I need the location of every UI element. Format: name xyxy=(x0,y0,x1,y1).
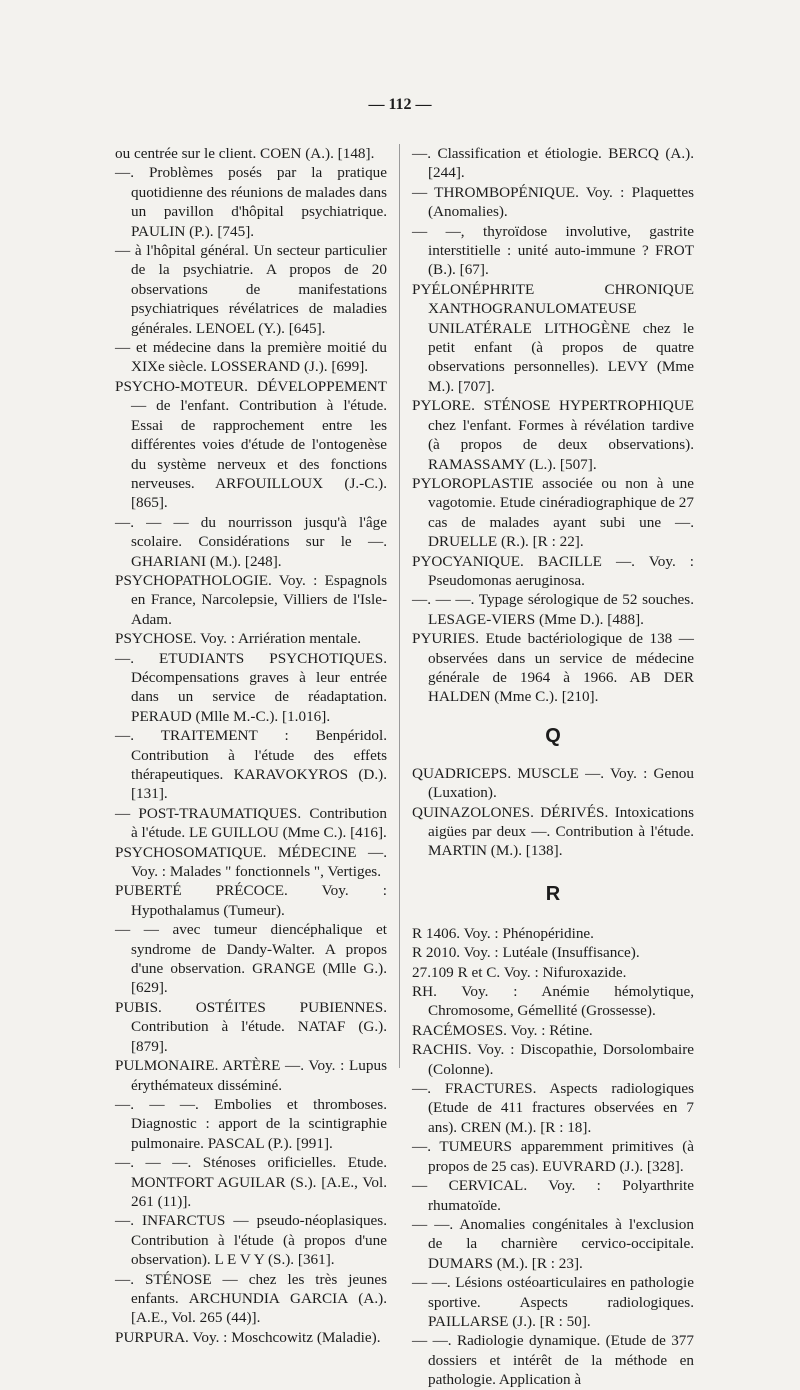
index-entry: PUBERTÉ PRÉCOCE. Voy. : Hypothalamus (Tumeur). xyxy=(115,882,387,919)
index-entry: PYOCYANIQUE. BACILLE —. Voy. : Pseudomonas aeruginosa. xyxy=(412,552,694,589)
index-entry: 27.109 R et C. Voy. : Nifuroxazide. xyxy=(412,963,627,981)
index-entry: —. — —. Sténoses orificielles. Etude. MONTFORT AGUILAR (S.). [A.E., Vol. 261 (11)]. xyxy=(115,1154,387,1210)
index-entry: PYLOROPLASTIE associée ou non à une vagotomie. Etude cinéradiographique de 27 cas de malades ayant subi une —. DRUELLE (R.). [R : 22]. xyxy=(412,474,694,551)
index-entry: —. — — du nourrisson jusqu'à l'âge scolaire. Considérations sur le —. GHARIANI (M.). [248]. xyxy=(115,513,387,570)
index-entry: PSYCHO-MOTEUR. DÉVELOPPEMENT — de l'enfant. Contribution à l'étude. Essai de rapprochement entre les différentes voies d'étude de l'ontogenèse du système nerveux et des fonctions nerveuses. ARFOUILLOUX (J.-C.). [865]. xyxy=(115,377,387,512)
index-entry: — et médecine dans la première moitié du XIXe siècle. LOSSERAND (J.). [699]. xyxy=(115,339,387,376)
index-entry: PURPURA. Voy. : Moschcowitz (Maladie). xyxy=(115,1328,381,1346)
index-entry: — CERVICAL. Voy. : Polyarthrite rhumatoïde. xyxy=(412,1177,694,1214)
index-entry: PYLORE. STÉNOSE HYPERTROPHIQUE chez l'enfant. Formes à révélation tardive (à propos de deux observations). RAMASSAMY (L.). [507]. xyxy=(412,397,694,473)
index-entry: — —. Lésions ostéoarticulaires en pathologie sportive. Aspects radiologiques. PAILLARSE (J.). [R : 50]. xyxy=(412,1274,694,1330)
index-entry: RACÉMOSES. Voy. : Rétine. xyxy=(412,1021,593,1039)
index-entry: PSYCHOPATHOLOGIE. Voy. : Espagnols en France, Narcolepsie, Villiers de l'Isle-Adam. xyxy=(115,571,387,628)
index-entry: —. INFARCTUS — pseudo-néoplasiques. Contribution à l'étude (à propos d'une observation). L E V Y (S.). [361]. xyxy=(115,1212,387,1269)
index-entry: RH. Voy. : Anémie hémolytique, Chromosome, Gémellité (Grossesse). xyxy=(412,983,694,1020)
index-entry: ou centrée sur le client. COEN (A.). [148]. xyxy=(115,145,375,162)
index-entry: —. ETUDIANTS PSYCHOTIQUES. Décompensations graves à leur entrée dans un service de réadaptation. PERAUD (Mlle M.-C.). [1.016]. xyxy=(115,649,387,725)
index-entry: —. TUMEURS apparemment primitives (à propos de 25 cas). EUVRARD (J.). [328]. xyxy=(412,1138,694,1175)
page-number: — 112 — xyxy=(368,96,432,113)
index-entry: — THROMBOPÉNIQUE. Voy. : Plaquettes (Anomalies). xyxy=(412,183,694,221)
section-letter-r: R xyxy=(545,882,561,905)
index-entry: PSYCHOSOMATIQUE. MÉDECINE —. Voy. : Malades " fonctionnels ", Vertiges. xyxy=(115,843,387,881)
index-entry: —. — —. Typage sérologique de 52 souches. LESAGE-VIERS (Mme D.). [488]. xyxy=(412,591,694,628)
index-entry: R 1406. Voy. : Phénopéridine. xyxy=(412,924,594,942)
index-entry: — à l'hôpital général. Un secteur particulier de la psychiatrie. A propos de 20 observations de manifestations psychiatriques révélatrices de maladies générales. LENOEL (Y.). [645]. xyxy=(115,242,387,337)
index-entry: — —. Anomalies congénitales à l'exclusion de la charnière cervico-occipitale. DUMARS (M.). [R : 23]. xyxy=(412,1215,694,1272)
index-entry: PSYCHOSE. Voy. : Arriération mentale. xyxy=(115,630,362,648)
column-divider xyxy=(399,144,400,1068)
left-column xyxy=(115,144,387,1347)
index-entry: R 2010. Voy. : Lutéale (Insuffisance). xyxy=(412,944,640,962)
index-entry: QUINAZOLONES. DÉRIVÉS. Intoxications aigües par deux —. Contribution à l'étude. MARTIN (M.). [138]. xyxy=(412,803,694,860)
index-entry: —. TRAITEMENT : Benpéridol. Contribution à l'étude des effets thérapeutiques. KARAVOKYROS (D.). [131]. xyxy=(115,727,387,803)
section-letter-q: Q xyxy=(545,724,561,747)
index-entry: — —. Radiologie dynamique. (Etude de 377 dossiers et intérêt de la méthode en pathologie. Application à xyxy=(412,1332,694,1389)
index-entry: PYÉLONÉPHRITE CHRONIQUE XANTHOGRANULOMATEUSE UNILATÉRALE LITHOGÈNE chez le petit enfant (à propos de quatre observations personnelles). LEVY (Mme M.). [707]. xyxy=(412,280,694,395)
index-entry: RACHIS. Voy. : Discopathie, Dorsolombaire (Colonne). xyxy=(412,1041,694,1078)
index-entry: —. Problèmes posés par la pratique quotidienne des réunions de malades dans un pavillon d'hôpital psychiatrique. PAULIN (P.). [745]. xyxy=(115,164,387,240)
index-entry: PUBIS. OSTÉITES PUBIENNES. Contribution à l'étude. NATAF (G.). [879]. xyxy=(115,998,387,1055)
index-entry: — POST-TRAUMATIQUES. Contribution à l'étude. LE GUILLOU (Mme C.). [416]. xyxy=(115,804,387,842)
index-entry: —. STÉNOSE — chez les très jeunes enfants. ARCHUNDIA GARCIA (A.). [A.E., Vol. 265 (44)]. xyxy=(115,1270,387,1327)
index-entry: PYURIES. Etude bactériologique de 138 — observées dans un service de médecine générale de 1964 à 1966. AB DER HALDEN (Mme C.). [210]. xyxy=(412,630,694,706)
index-entry: —. — —. Embolies et thromboses. Diagnostic : apport de la scintigraphie pulmonaire. PASCAL (P.). [991]. xyxy=(115,1095,387,1152)
index-entry: — — avec tumeur diencéphalique et syndrome de Dandy-Walter. A propos d'une observation. GRANGE (Mlle G.). [629]. xyxy=(115,921,387,997)
right-column xyxy=(412,144,694,1390)
index-entry: QUADRICEPS. MUSCLE —. Voy. : Genou (Luxation). xyxy=(412,764,694,802)
index-entry: — —, thyroïdose involutive, gastrite interstitielle : unité auto-immune ? FROT (B.). [67]. xyxy=(412,222,694,279)
index-entry: —. Classification et étiologie. BERCQ (A.). [244]. xyxy=(412,145,694,182)
index-entry: PULMONAIRE. ARTÈRE —. Voy. : Lupus érythémateux disséminé. xyxy=(115,1057,387,1094)
index-entry: —. FRACTURES. Aspects radiologiques (Etude de 411 fractures observées en 7 ans). CREN (M.). [R : 18]. xyxy=(412,1080,694,1136)
